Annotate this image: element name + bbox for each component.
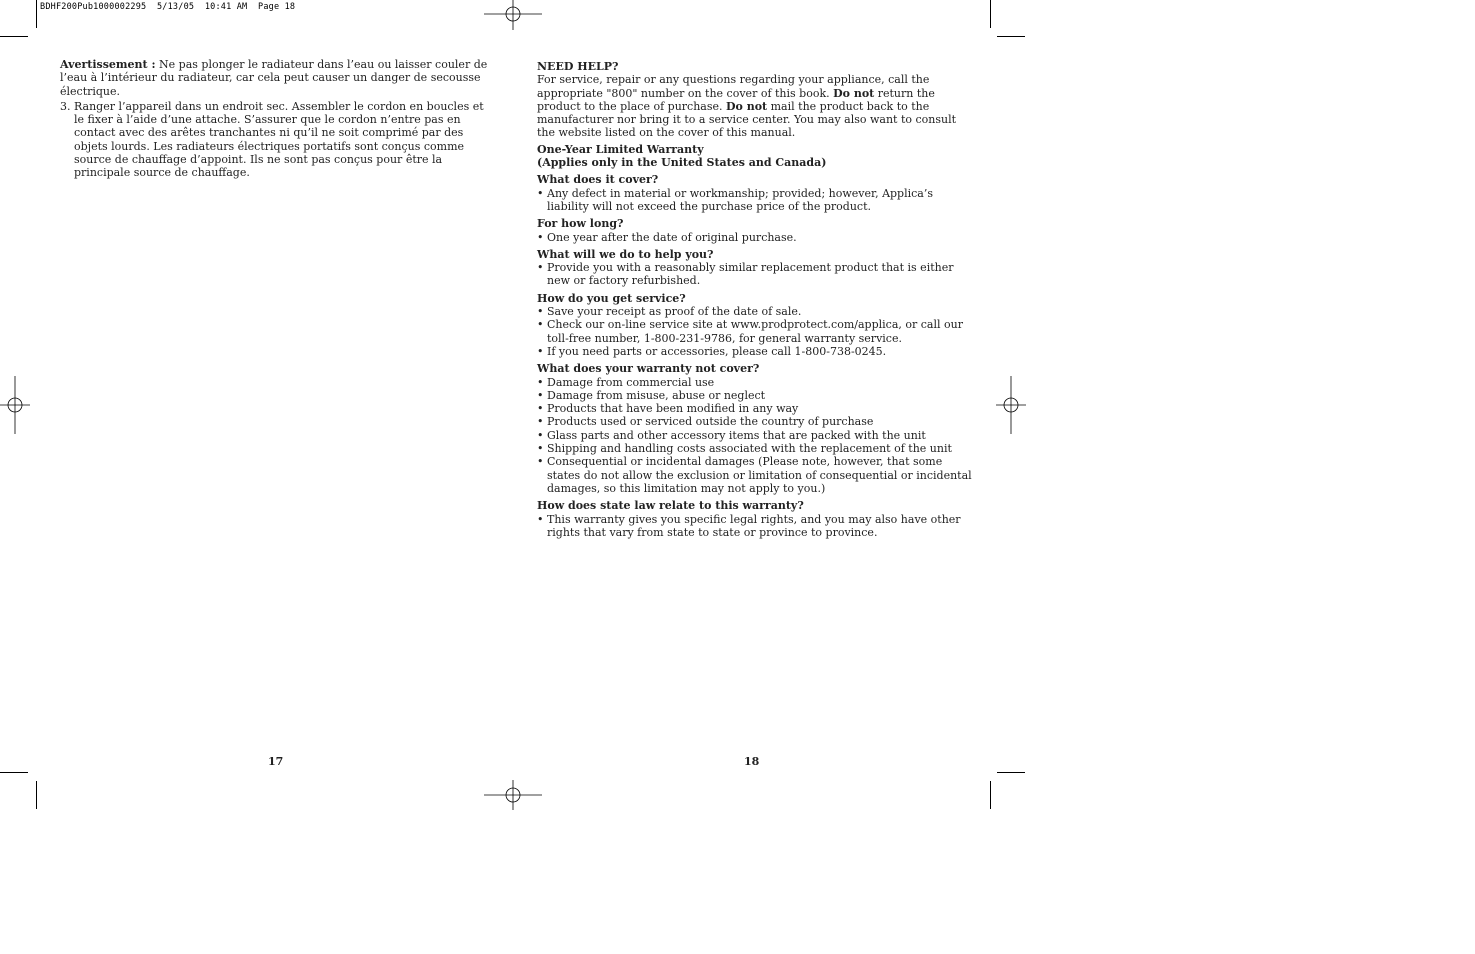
bullet-icon: • xyxy=(537,428,544,442)
list-item xyxy=(537,261,973,288)
print-slug: BDHF200Pub1000002295 5/13/05 10:41 AM Page 18 xyxy=(40,2,296,12)
bullet-list xyxy=(537,376,973,496)
registration-mark-icon xyxy=(0,376,30,434)
bullet-list xyxy=(537,305,973,358)
section-heading: How do you get service? xyxy=(537,291,686,305)
list-item xyxy=(537,429,973,442)
warning-paragraph xyxy=(60,58,495,98)
bullet-text: Damage from commercial use xyxy=(547,375,715,389)
crop-mark xyxy=(997,772,1025,773)
section-heading: How does state law relate to this warranty? xyxy=(537,499,804,513)
crop-mark xyxy=(997,36,1025,37)
bullet-icon: • xyxy=(537,455,544,469)
need-help-emphasis: Do not xyxy=(833,86,875,100)
bullet-text: Check our on-line service site at www.prodprotect.com/applica, or call our toll-free number, 1-800-231-9786, for general warranty service. xyxy=(547,318,963,345)
list-item xyxy=(537,455,973,495)
list-item-text: Ranger l’appareil dans un endroit sec. Assembler le cordon en boucles et le fixer à l’aide d’une attache. S’assurer que le cordon n’entre pas en contact avec des arêtes tranchantes ni qu’il ne soit comprimé par des objets lourds. Les radiateurs électriques portatifs sont conçus comme source de chauffage d’appoint. Ils ne sont pas conçus pour être la principale source de chauffage. xyxy=(74,99,484,180)
warranty-subtitle: (Applies only in the United States and Canada) xyxy=(537,156,827,170)
bullet-text: Save your receipt as proof of the date of sale. xyxy=(547,305,802,319)
bullet-icon: • xyxy=(537,402,544,416)
bullet-icon: • xyxy=(537,305,544,319)
page-number-left: 17 xyxy=(268,755,284,768)
registration-mark-icon xyxy=(996,376,1026,434)
list-item xyxy=(537,318,973,345)
bullet-text: Any defect in material or workmanship; provided; however, Applica’s liability will not exceed the purchase price of the product. xyxy=(547,186,933,213)
bullet-text: This warranty gives you specific legal rights, and you may also have other rights that vary from state to state or province to province. xyxy=(547,512,961,539)
list-item xyxy=(60,100,495,180)
bullet-text: Products used or serviced outside the country of purchase xyxy=(547,415,874,429)
need-help-text: return the product to the place of purchase. xyxy=(537,86,935,113)
list-item xyxy=(537,305,973,318)
section-heading: What does your warranty not cover? xyxy=(537,362,760,376)
list-item xyxy=(537,187,973,214)
bullet-icon: • xyxy=(537,388,544,402)
warning-label: Avertissement : xyxy=(60,58,156,71)
bullet-text: Shipping and handling costs associated with the replacement of the unit xyxy=(547,442,952,456)
list-item xyxy=(537,402,973,415)
bullet-icon: • xyxy=(537,344,544,358)
warranty-title: One-Year Limited Warranty xyxy=(537,142,704,156)
bullet-list xyxy=(537,187,973,214)
bullet-icon: • xyxy=(537,415,544,429)
bullet-text: Products that have been modified in any way xyxy=(547,402,799,416)
section-heading: What will we do to help you? xyxy=(537,247,714,261)
crop-mark xyxy=(0,36,28,37)
list-item xyxy=(537,389,973,402)
page-number-right: 18 xyxy=(744,755,760,768)
bullet-icon: • xyxy=(537,442,544,456)
need-help-text: For service, repair or any questions regarding your appliance, call the appropriate "800" number on the cover of this book. xyxy=(537,73,930,100)
list-item xyxy=(537,376,973,389)
crop-mark xyxy=(0,772,28,773)
bullet-text: If you need parts or accessories, please call 1-800-738-0245. xyxy=(547,344,887,358)
bullet-list xyxy=(537,261,973,288)
registration-mark-icon xyxy=(484,0,542,30)
bullet-icon: • xyxy=(537,512,544,526)
crop-mark xyxy=(990,781,991,809)
bullet-text: Consequential or incidental damages (Please note, however, that some states do not allow the exclusion or limitation of consequential or incidental damages, so this limitation may not apply to you.) xyxy=(547,455,972,495)
warning-text: Ne pas plonger le radiateur dans l’eau ou laisser couler de l’eau à l’intérieur du radiateur, car cela peut causer un danger de secousse électrique. xyxy=(60,58,488,98)
list-item-number: 3. xyxy=(60,99,71,113)
need-help-emphasis: Do not xyxy=(726,99,768,113)
need-help-heading: NEED HELP? xyxy=(537,60,619,73)
registration-mark-icon xyxy=(484,780,542,810)
bullet-text: Provide you with a reasonably similar replacement product that is either new or factory refurbished. xyxy=(547,261,954,288)
list-item xyxy=(537,231,973,244)
bullet-list xyxy=(537,513,973,540)
list-item xyxy=(537,513,973,540)
section-heading: What does it cover? xyxy=(537,173,659,187)
warranty-sections xyxy=(537,173,973,539)
list-item xyxy=(537,345,973,358)
need-help-paragraph xyxy=(537,73,973,139)
list-item xyxy=(537,442,973,455)
crop-mark xyxy=(36,0,37,28)
bullet-icon: • xyxy=(537,261,544,275)
crop-mark xyxy=(36,781,37,809)
list-item xyxy=(537,415,973,428)
left-page-column xyxy=(60,58,495,180)
bullet-icon: • xyxy=(537,230,544,244)
section-heading: For how long? xyxy=(537,217,624,231)
bullet-text: Damage from misuse, abuse or neglect xyxy=(547,388,766,402)
right-page-column xyxy=(537,60,973,539)
bullet-icon: • xyxy=(537,375,544,389)
bullet-text: One year after the date of original purchase. xyxy=(547,230,797,244)
bullet-icon: • xyxy=(537,318,544,332)
crop-mark xyxy=(990,0,991,28)
bullet-text: Glass parts and other accessory items that are packed with the unit xyxy=(547,428,926,442)
bullet-icon: • xyxy=(537,186,544,200)
need-help-text: mail the product back to the manufacturer nor bring it to a service center. You may also want to consult the website listed on the cover of this manual. xyxy=(537,99,957,140)
bullet-list xyxy=(537,231,973,244)
